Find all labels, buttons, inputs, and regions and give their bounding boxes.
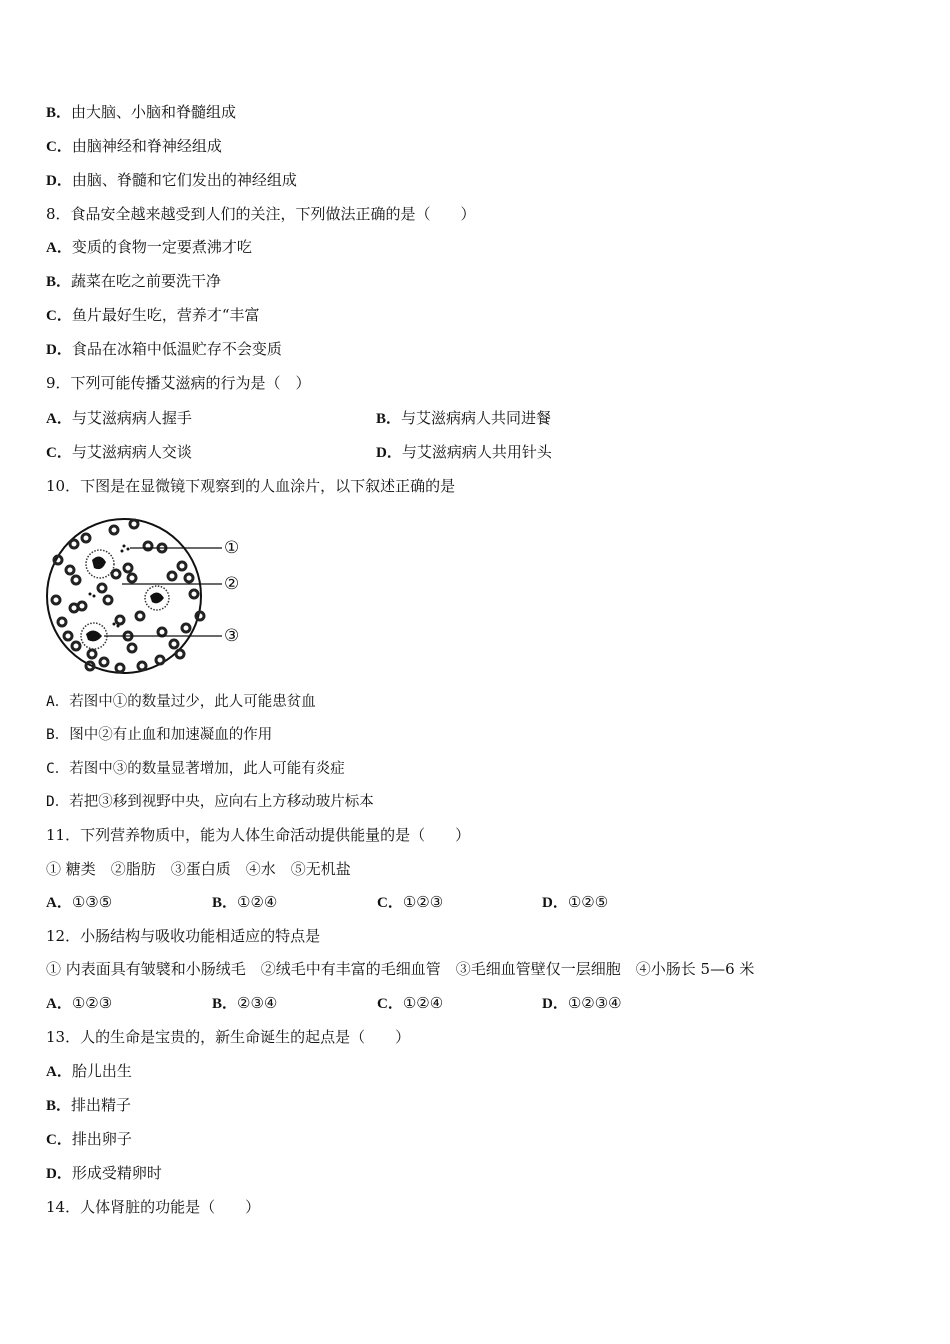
q12-stem: 12．小肠结构与吸收功能相适应的特点是	[46, 927, 321, 945]
option-label: B．	[46, 105, 72, 121]
q11-option-c	[377, 892, 443, 913]
q14-stem: 14．人体肾脏的功能是（ ）	[46, 1198, 261, 1216]
q10-option-b	[46, 725, 272, 745]
q7-option-c	[46, 136, 222, 157]
option-text: 食品在冰箱中低温贮存不会变质	[71, 340, 282, 358]
option-text: 若图中①的数量过少，此人可能患贫血	[69, 694, 316, 710]
q11-items: ① 糖类 ②脂肪 ③蛋白质 ④水 ⑤无机盐	[46, 860, 351, 878]
option-label: A．	[46, 411, 72, 427]
option-label: B．	[46, 727, 70, 743]
figure-label-3: ③	[224, 626, 240, 646]
q9-option-a	[46, 409, 192, 427]
q7-option-b	[46, 102, 236, 123]
option-text: 若把③移到视野中央，应向右上方移动玻片标本	[69, 794, 374, 810]
option-text: 与艾滋病病人共用针头	[401, 443, 552, 461]
q12-option-c	[377, 993, 443, 1014]
option-text: 变质的食物一定要煮沸才吃	[71, 238, 252, 256]
q9-stem: 9．下列可能传播艾滋病的行为是（ ）	[46, 374, 311, 392]
option-text: 形成受精卵时	[71, 1164, 162, 1182]
q12-option-b	[212, 993, 277, 1014]
q10-option-d	[46, 792, 374, 812]
option-text: 鱼片最好生吃，营养才“丰富	[71, 306, 260, 324]
q13-option-a	[46, 1061, 132, 1082]
option-label: D．	[542, 996, 568, 1012]
option-text: 由脑神经和脊神经组成	[71, 137, 222, 155]
option-label: A．	[46, 694, 70, 710]
q9-option-b	[376, 408, 551, 429]
option-text: ①②④	[237, 893, 278, 911]
option-text: 与艾滋病病人握手	[71, 409, 192, 427]
figure-label-2: ②	[224, 574, 240, 594]
option-text: 由脑、脊髓和它们发出的神经组成	[71, 171, 297, 189]
q13-option-c	[46, 1129, 132, 1150]
q13-option-d	[46, 1163, 162, 1184]
option-text: ①③⑤	[71, 893, 113, 911]
option-text: ①②③④	[567, 994, 622, 1012]
option-label: C．	[46, 308, 72, 324]
option-text: 由大脑、小脑和脊髓组成	[71, 103, 237, 121]
option-label: A．	[46, 996, 72, 1012]
q8-option-c	[46, 305, 260, 326]
option-text: 胎儿出生	[71, 1062, 132, 1080]
option-text: 与艾滋病病人共同进餐	[401, 409, 552, 427]
option-text: ②③④	[237, 994, 278, 1012]
option-label: D．	[46, 342, 72, 358]
option-label: B．	[46, 274, 72, 290]
figure-label-1: ①	[224, 538, 240, 558]
option-text: ①②④	[402, 994, 444, 1012]
q8-option-a	[46, 237, 252, 258]
q11-option-d	[542, 892, 608, 913]
q7-option-d	[46, 170, 297, 191]
q9-options-row-2	[46, 442, 746, 463]
option-label: B．	[46, 1098, 72, 1114]
q11-option-a	[46, 892, 112, 913]
option-text: 与艾滋病病人交谈	[71, 443, 192, 461]
option-label: B．	[212, 895, 238, 911]
option-label: C．	[46, 445, 72, 461]
q10-option-c	[46, 759, 345, 779]
option-label: A．	[46, 1064, 72, 1080]
option-label: D．	[46, 794, 70, 810]
option-label: C．	[46, 1132, 72, 1148]
option-label: D．	[46, 1166, 72, 1182]
q10-stem: 10．下图是在显微镜下观察到的人血涂片，以下叙述正确的是	[46, 477, 456, 495]
q9-option-c	[46, 443, 192, 461]
option-text: 若图中③的数量显著增加，此人可能有炎症	[69, 761, 345, 777]
option-label: A．	[46, 240, 72, 256]
option-text: 排出卵子	[71, 1130, 132, 1148]
q11-stem: 11．下列营养物质中，能为人体生命活动提供能量的是（ ）	[46, 826, 471, 844]
q11-option-b	[212, 892, 277, 913]
option-text: 图中②有止血和加速凝血的作用	[69, 727, 273, 743]
option-label: D．	[542, 895, 568, 911]
q13-option-b	[46, 1095, 131, 1116]
option-text: 排出精子	[71, 1096, 132, 1114]
blood-smear-figure	[44, 516, 254, 678]
q12-option-a	[46, 993, 112, 1014]
option-label: C．	[46, 761, 70, 777]
option-label: B．	[376, 411, 402, 427]
option-label: D．	[376, 445, 402, 461]
q9-option-d	[376, 442, 552, 463]
option-label: C．	[377, 895, 403, 911]
option-label: A．	[46, 895, 72, 911]
option-label: D．	[46, 173, 72, 189]
q8-option-b	[46, 271, 221, 292]
q12-items: ① 内表面具有皱襞和小肠绒毛 ②绒毛中有丰富的毛细血管 ③毛细血管壁仅一层细胞 ④小肠长 5—6 米	[46, 960, 755, 978]
option-text: ①②③	[402, 893, 444, 911]
q9-options-row-1	[46, 408, 746, 429]
option-label: B．	[212, 996, 238, 1012]
option-label: C．	[377, 996, 403, 1012]
blood-smear-microscope-icon	[44, 516, 254, 678]
q8-option-d	[46, 339, 282, 360]
q13-stem: 13．人的生命是宝贵的，新生命诞生的起点是（ ）	[46, 1028, 411, 1046]
option-text: ①②⑤	[567, 893, 609, 911]
option-text: ①②③	[71, 994, 113, 1012]
option-text: 蔬菜在吃之前要洗干净	[71, 272, 222, 290]
option-label: C．	[46, 139, 72, 155]
q10-option-a	[46, 692, 316, 712]
q12-option-d	[542, 993, 622, 1014]
q8-stem: 8．食品安全越来越受到人们的关注，下列做法正确的是（ ）	[46, 205, 476, 223]
